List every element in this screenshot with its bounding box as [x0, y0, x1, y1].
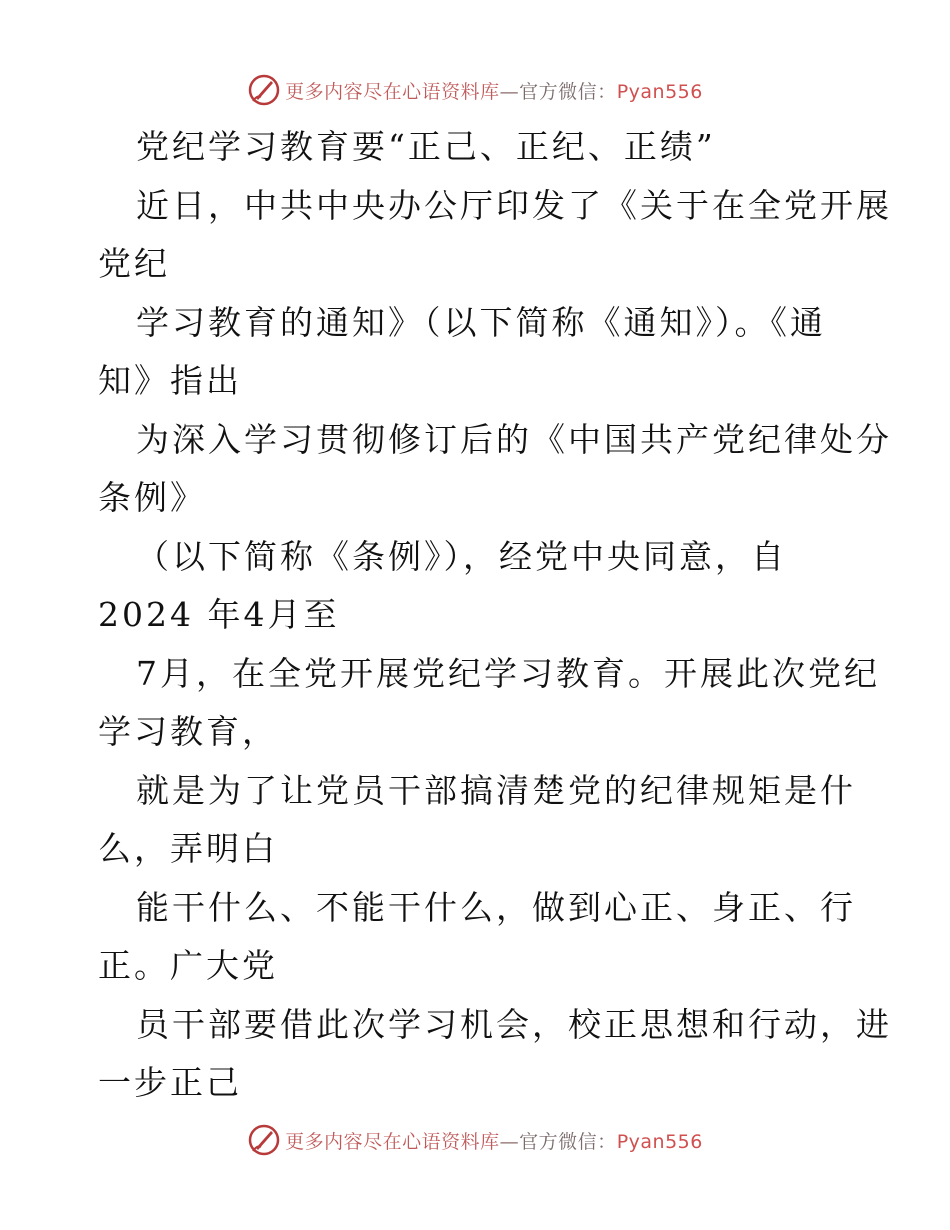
text-line: 员干部要借此次学习机会，校正思想和行动，进 — [136, 1004, 892, 1044]
banner-title: 更多内容尽在心语资料库 — [285, 80, 500, 103]
text-line: 正。广大党 — [98, 946, 278, 985]
banner-text — [285, 1127, 703, 1154]
banner-wechat-id: Pyan556 — [616, 80, 703, 103]
red-quill-logo-icon — [247, 1123, 281, 1157]
document-body — [98, 118, 892, 1113]
text-line: 近日，中共中央办公厅印发了《关于在全党开展 — [136, 185, 892, 225]
text-line: 知》指出 — [98, 361, 242, 400]
text-line: 为深入学习贯彻修订后的《中国共产党纪律处分 — [136, 419, 892, 459]
text-line: 7月，在全党开展党纪学习教育。开展此次党纪 — [136, 653, 880, 693]
text-line: （以下简称《条例》），经党中央同意，自 — [136, 536, 787, 576]
text-line: 条例》 — [98, 478, 206, 517]
header-banner — [0, 70, 950, 110]
banner-wechat-label: 官方微信： — [519, 80, 617, 103]
text-line: 党纪学习教育要“正己、正纪、正绩” — [136, 127, 716, 166]
text-line: 一步正己 — [98, 1063, 242, 1102]
banner-wechat-id: Pyan556 — [616, 1130, 703, 1153]
red-quill-logo-icon — [247, 73, 281, 107]
text-line: 2024 年4月至 — [98, 595, 340, 634]
banner-separator: — — [499, 1130, 520, 1153]
text-line: 党纪 — [98, 244, 170, 283]
text-line: 就是为了让党员干部搞清楚党的纪律规矩是什 — [136, 770, 856, 810]
text-line: 能干什么、不能干什么，做到心正、身正、行 — [136, 887, 856, 927]
footer-banner — [0, 1120, 950, 1160]
text-line: 学习教育的通知》（以下简称《通知》）。《通 — [136, 302, 826, 342]
text-line: 学习教育， — [98, 712, 278, 751]
banner-text — [285, 77, 703, 104]
banner-title: 更多内容尽在心语资料库 — [285, 1130, 500, 1153]
text-line: 么，弄明白 — [98, 829, 278, 868]
banner-wechat-label: 官方微信： — [519, 1130, 617, 1153]
banner-separator: — — [499, 80, 520, 103]
